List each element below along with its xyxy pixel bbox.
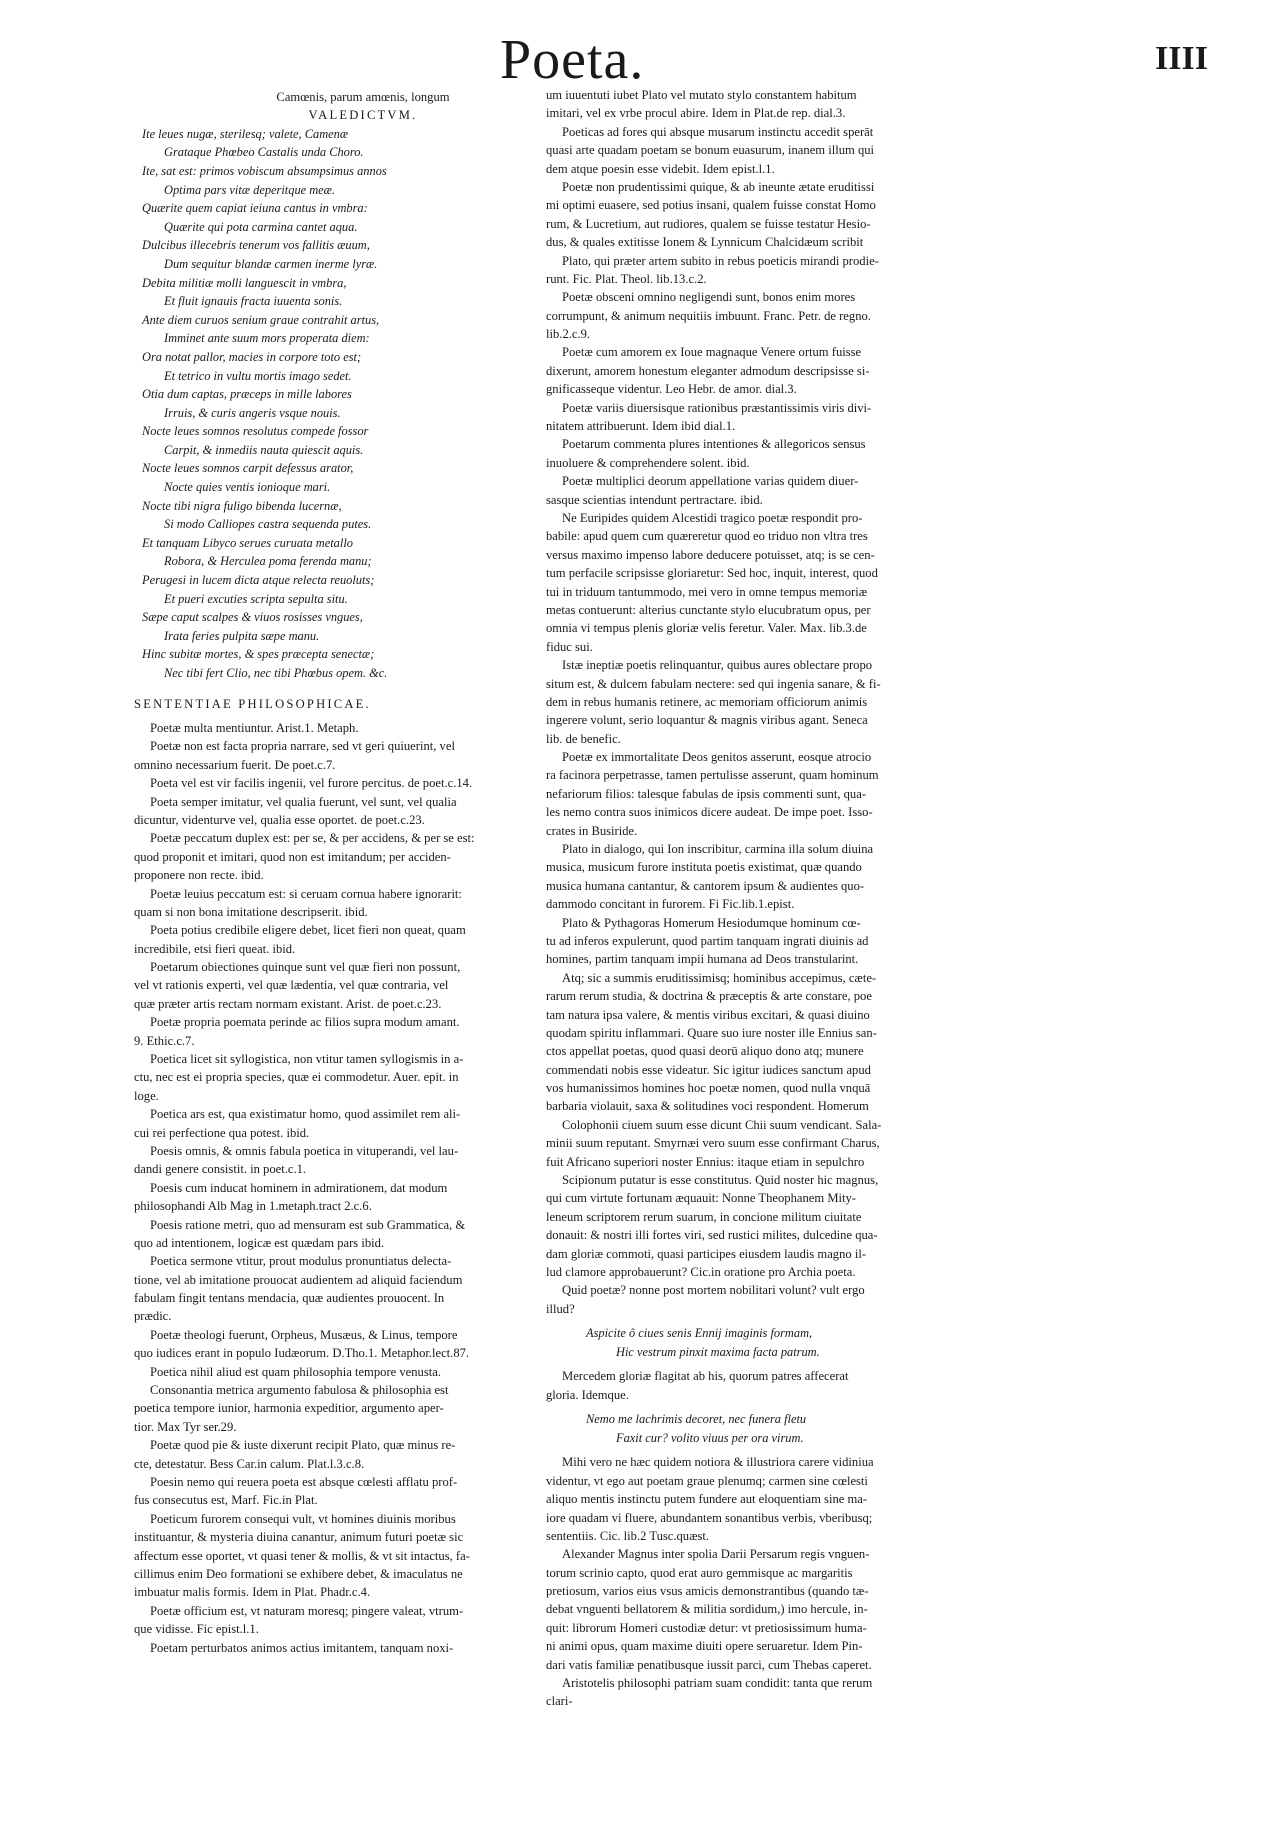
text-line: aliquo mentis instinctu putem fundere aut eloquentiam sine ma- (546, 1492, 868, 1507)
text-line: commendati nobis esse videatur. Sic igitur iudices sanctum apud (546, 1062, 871, 1077)
verse-line: Si modo Calliopes castra sequenda putes. (164, 517, 372, 532)
text-line: Poetæ quod pie & iuste dixerunt recipit Plato, quæ minus re- (150, 1438, 456, 1453)
text-line: Poetæ multiplici deorum appellatione varias quidem diuer- (562, 474, 859, 489)
text-line: situm est, & dulcem fabulam nectere: sed qui ingenia sanare, & fi- (546, 676, 881, 691)
text-line: qui cum virtute fortunam æquauit: Nonne Theophanem Mity- (546, 1191, 857, 1206)
text-line: metas contuerunt: alterius cunctante stylo elucubratum opus, per (546, 602, 871, 617)
text-line: ctos appellat poetas, quod quasi deorū aliquo dono atq; munere (546, 1044, 864, 1059)
text-line: Poetæ multa mentiuntur. Arist.1. Metaph. (150, 720, 359, 735)
page-title: Poeta. (500, 29, 645, 91)
text-line: tu ad inferos expulerunt, quod partim tanquam ingrati diuinis ad (546, 933, 869, 948)
text-line: les nemo contra suos inimicos dicere audeat. De impe poet. Isso- (546, 805, 873, 820)
text-line: lib.2.c.9. (546, 327, 591, 342)
text-line: Poetæ non prudentissimi quique, & ab ineunte ætate eruditissi (562, 179, 875, 194)
right-middle-text (546, 1367, 1034, 1404)
verse-line: Faxit cur? volito viuus per ora virum. (616, 1430, 804, 1445)
text-line: Consonantia metrica argumento fabulosa & philosophia est (150, 1383, 449, 1398)
text-line: fiduc sui. (546, 639, 593, 654)
text-line: Mercedem gloriæ flagitat ab his, quorum patres affecerat (562, 1369, 849, 1384)
text-line: Camœnis, parum amœnis, longum (276, 90, 450, 104)
text-line: Aristotelis philosophi patriam suam condidit: tanta que rerum (562, 1676, 873, 1691)
text-line: Poetæ propria poemata perinde ac filios supra modum amant. (150, 1015, 460, 1030)
text-line: sententiis. Cic. lib.2 Tusc.quæst. (546, 1528, 710, 1543)
text-line: proponere non recte. ibid. (134, 868, 264, 883)
verse-line: Et tanquam Libyco serues curuata metallo (142, 535, 353, 550)
text-line: crates in Busiride. (546, 823, 638, 838)
left-column (134, 88, 592, 1657)
verse-line: Aspicite ô ciues senis Ennij imaginis formam, (586, 1326, 813, 1341)
text-line: tum perfacile scripsisse gloriaretur: Sed hoc, inquit, interest, quod (546, 566, 878, 581)
verse-line: Imminet ante suum mors properata diem: (164, 331, 370, 346)
verse-line: Et tetrico in vultu mortis imago sedet. (164, 368, 352, 383)
text-line: quit: librorum Homeri custodiæ detur: vt pretiosissimum huma- (546, 1620, 867, 1635)
text-line: loge. (134, 1088, 159, 1103)
text-line: tam natura ipsa valere, & mentis viribus excitari, & quasi diuino (546, 1007, 870, 1022)
text-line: homines, partim tanquam impii humana ad Deos transtularint. (546, 952, 859, 967)
text-line: leneum scriptorem rerum suarum, in concione militum ciuitate (546, 1209, 862, 1224)
text-line: corrumpunt, & animum nequitiis imbuunt. Franc. Petr. de regno. (546, 308, 871, 323)
verse-line: Sæpe caput scalpes & viuos rosisses vngues, (142, 610, 363, 625)
sententiae-heading: SENTENTIAE PHILOSOPHICAE. (134, 696, 371, 711)
text-line: dem in rebus humanis retinere, ac memoriam officiorum animis (546, 694, 868, 709)
text-line: gloria. Idemque. (546, 1387, 629, 1402)
text-line: Poeta vel est vir facilis ingenii, vel furore percitus. de poet.c.14. (150, 776, 473, 791)
text-line: barbaria violauit, saxa & solitudines voci respondent. Homerum (546, 1099, 869, 1114)
text-line: Colophonii ciuem suum esse dicunt Chii suum vendicant. Sala- (562, 1117, 882, 1132)
text-line: fuit Africano superiori noster Ennius: itaque etiam in sepulchro (546, 1154, 865, 1169)
verse-line: Nocte tibi nigra fuligo bibenda lucernæ, (142, 498, 342, 513)
text-line: gnificasseque videntur. Leo Hebr. de amor. dial.3. (546, 382, 797, 397)
folio-number: IIII (1155, 40, 1208, 77)
verse-line: Carpit, & inmediis nauta quiescit aquis. (164, 442, 364, 457)
text-line: dari vatis familiæ penatibusque iussit parci, cum Thebas caperet. (546, 1657, 872, 1672)
text-line: debat vnguenti bellatorem & militia sordidum,) imo hercule, in- (546, 1602, 868, 1617)
verse-line: Debita militiæ molli languescit in vmbra, (142, 275, 347, 290)
text-line: dem atque poesin esse videbit. Idem epist.l.1. (546, 161, 775, 176)
text-line: lud clamore approbauerunt? Cic.in oratione pro Archia poeta. (546, 1265, 856, 1279)
verse-line: Optima pars vitæ deperitque meæ. (164, 182, 336, 197)
text-line: Mihi vero ne hæc quidem notiora & illustriora carere vidiniua (562, 1455, 874, 1470)
text-line: Poetæ theologi fuerunt, Orpheus, Musæus, & Linus, tempore (150, 1327, 458, 1342)
verse-block-ennius (546, 1324, 1034, 1361)
text-line: prædic. (134, 1309, 172, 1324)
verse-line: Hic vestrum pinxit maxima facta patrum. (616, 1344, 820, 1359)
text-line: lib. de benefic. (546, 731, 621, 746)
text-line: Poetæ cum amorem ex Ioue magnaque Venere ortum fuisse (562, 345, 862, 360)
text-line: affectum esse oportet, vt quasi tener & mollis, & vt sit intactus, fa- (134, 1548, 470, 1563)
text-line: Poesis omnis, & omnis fabula poetica in vituperandi, vel lau- (150, 1143, 459, 1158)
text-line: Atq; sic a summis eruditissimisq; hominibus accepimus, cæte- (562, 970, 877, 985)
verse-line: Hinc subitæ mortes, & spes præcepta senectæ; (142, 647, 375, 662)
text-line: quod proponit et imitari, quod non est imitandum; per acciden- (134, 849, 451, 864)
text-line: cillimus enim Deo formationi se exhibere debet, & imaculatus ne (134, 1566, 463, 1581)
verse-line: Otia dum captas, præceps in mille labores (142, 387, 352, 402)
text-line: Scipionum putatur is esse constitutus. Quid noster hic magnus, (562, 1173, 879, 1188)
text-line: ctu, nec est ei propria species, quæ ei commodetur. Auer. epit. in (134, 1070, 459, 1085)
text-line: ingerere volunt, serio loquantur & magnis viribus agant. Seneca (546, 713, 868, 728)
text-line: omnia vi tempus plenis gloriæ velis feretur. Valer. Max. lib.3.de (546, 621, 867, 636)
text-line: incredibile, etsi fieri queat. ibid. (134, 941, 296, 956)
verse-line: Ite, sat est: primos vobiscum absumpsimus annos (142, 163, 387, 178)
verse-line: Dum sequitur blandæ carmen inerme lyræ. (164, 256, 378, 271)
text-line: imbuatur malis formis. Idem in Plat. Phadr.c.4. (134, 1585, 371, 1600)
text-line: Poetæ leuius peccatum est: si ceruam cornua habere ignorarit: (150, 886, 462, 901)
verse-line: Robora, & Herculea poma ferenda manu; (164, 554, 372, 569)
verse-line: Nemo me lachrimis decoret, nec funera fletu (586, 1412, 807, 1427)
sententiae-text (134, 719, 592, 1657)
verse-line: Ante diem curuos senium graue contrahit artus, (142, 312, 380, 327)
text-line: Poetica nihil aliud est quam philosophia tempore venusta. (150, 1364, 441, 1379)
text-line: dam gloriæ commoti, quasi participes eiusdem laudis magno il- (546, 1246, 867, 1261)
text-line: 9. Ethic.c.7. (134, 1033, 195, 1048)
text-line: runt. Fic. Plat. Theol. lib.13.c.2. (546, 271, 707, 286)
text-line: dandi genere consistit. in poet.c.1. (134, 1162, 307, 1177)
text-line: Poetarum commenta plures intentiones & allegoricos sensus (562, 437, 866, 452)
text-line: iore quadam vi fluere, abundantem sonantibus verbis, vberibusq; (546, 1510, 873, 1525)
text-line: ra facinora perpetrasse, tamen pertulisse asserunt, quam hominum (546, 768, 879, 783)
text-line: Poetarum obiectiones quinque sunt vel quæ fieri non possunt, (150, 960, 461, 975)
text-line: vos humanissimos homines hoc poetæ nomen, quod nulla vnquā (546, 1081, 871, 1096)
text-line: Poetæ variis diuersisque rationibus præstantissimis viris divi- (562, 400, 872, 415)
verse-line: Et fluit ignauis fracta iuuenta sonis. (164, 294, 343, 309)
text-line: omnino necessarium fuerit. De poet.c.7. (134, 757, 336, 772)
text-line: Poeta semper imitatur, vel qualia fuerunt, vel sunt, vel qualia (150, 794, 457, 809)
text-line: donauit: & nostri illi fortes viri, sed rustici milites, dulcedine qua- (546, 1228, 878, 1243)
text-line: quo iudices erant in populo Iudæorum. D.Tho.1. Metaphor.lect.87. (134, 1346, 470, 1361)
text-line: videntur, vt ego aut poetam graue plenumq; carmen sine cœlesti (546, 1473, 868, 1488)
verse-line: Dulcibus illecebris tenerum vos fallitis æuum, (142, 238, 370, 253)
text-line: Poetam perturbatos animos actius imitantem, tanquam noxi- (150, 1640, 454, 1655)
text-line: Poetæ ex immortalitate Deos genitos asserunt, eosque atrocio (562, 750, 872, 765)
text-line: musica humana cantantur, & cantorem ipsum & audientes quo- (546, 878, 865, 893)
text-line: nitatem attribuerunt. Idem ibid dial.1. (546, 419, 736, 434)
text-line: dicuntur, videnturve vel, qualia esse oportet. de poet.c.23. (134, 812, 425, 827)
text-line: tione, vel ab imitatione prouocat audientem ad aliquid faciendum (134, 1272, 463, 1287)
text-line: cte, detestatur. Bess Car.in calum. Plat.l.3.c.8. (134, 1456, 365, 1471)
text-line: rarum rerum studia, & doctrina & præceptis & arte constare, poe (546, 989, 872, 1004)
text-line: dus, & quales extitisse Ionem & Lynnicum Chalcidæum scribit (546, 235, 864, 250)
text-line: quo ad intentionem, logicæ est quædam pars ibid. (134, 1235, 385, 1250)
text-line: minii suum reputant. Smyrnæi vero suum esse confirmant Charus, (546, 1136, 880, 1151)
text-line: Plato & Pythagoras Homerum Hesiodumque hominum cœ- (562, 915, 861, 930)
text-line: rum, & Lucretium, aut rudiores, qualem se fuisse testatur Hesio- (546, 216, 871, 231)
text-line: um iuuentuti iubet Plato vel mutato stylo constantem habitum (546, 88, 857, 102)
text-line: tior. Max Tyr ser.29. (134, 1419, 237, 1434)
verse-line: Nec tibi fert Clio, nec tibi Phœbus opem. &c. (164, 666, 388, 680)
right-column (546, 86, 1034, 1711)
text-line: Ne Euripides quidem Alcestidi tragico poetæ respondit pro- (562, 510, 863, 525)
text-line: instituantur, & mysteria diuina canantur, animum futuri poetæ sic (134, 1530, 464, 1545)
text-line: fabulam fingit tentans mendacia, quæ audientes prouocent. In (134, 1291, 445, 1306)
text-line: torum scrinio capto, quod erat auro gemmisque ac margaritis (546, 1565, 853, 1580)
text-line: clari- (546, 1694, 573, 1709)
text-line: pretiosum, varios eius vsus amicis demonstrantibus (quando tæ- (546, 1584, 869, 1599)
text-line: tui in triduum tantummodo, mei vero in omne tempus memoriæ (546, 584, 868, 599)
verse-line: Nocte quies ventis ionioque mari. (164, 480, 331, 495)
verse-line: Perugesi in lucem dicta atque relecta reuoluts; (142, 573, 375, 588)
verse-line: Quærite qui pota carmina cantet aqua. (164, 219, 358, 234)
text-line: Poetica sermone vtitur, prout modulus pronuntiatus delecta- (150, 1254, 452, 1269)
text-line: quasi arte quadam poetam se bonum euasurum, inanem illum qui (546, 143, 875, 158)
text-line: cui rei perfectione qua potest. ibid. (134, 1125, 310, 1140)
text-line: Poetæ peccatum duplex est: per se, & per accidens, & per se est: (150, 831, 475, 846)
text-line: que vidisse. Fic epist.l.1. (134, 1622, 259, 1637)
text-line: babile: apud quem cum quæreretur quod eo triduo non vltra tres (546, 529, 868, 544)
text-line: Istæ ineptiæ poetis relinquantur, quibus aures oblectare propo (562, 658, 873, 673)
text-line: inuoluere & comprehendere solent. ibid. (546, 455, 750, 470)
right-text (546, 86, 1034, 1318)
text-line: Poetica ars est, qua existimatur homo, quod assimilet rem ali- (150, 1107, 461, 1122)
opening-lines (134, 88, 592, 106)
text-line: vel vt rationis experti, vel quæ lædentia, vel quæ contraria, vel (134, 978, 449, 993)
text-line: quodam spiritu inflammari. Quare suo iure noster ille Ennius san- (546, 1025, 877, 1040)
text-line: ni animi opus, quam maxime diuiti opere seruaretur. Idem Pin- (546, 1639, 863, 1654)
text-line: Poesin nemo qui reuera poeta est absque cœlesti afflatu prof- (150, 1475, 458, 1489)
text-line: quam si non bona imitatione descripserit. ibid. (134, 904, 368, 919)
verse-line: Irata feries pulpita sæpe manu. (164, 628, 320, 643)
text-line: Poesis ratione metri, quo ad mensuram est sub Grammatica, & (150, 1217, 466, 1232)
text-line: philosophandi Alb Mag in 1.metaph.tract 2.c.6. (134, 1199, 372, 1214)
text-line: versus maximo impenso labore deducere potuisset, atq; is se cen- (546, 547, 875, 562)
text-line: nefariorum filios: talesque fabulas de ipsis commenti sunt, qua- (546, 786, 867, 801)
text-line: Poetæ officium est, vt naturam moresq; pingere valeat, vtrum- (150, 1603, 464, 1618)
text-line: fus consecutus est, Marf. Fic.in Plat. (134, 1493, 318, 1508)
text-line: Poeticum furorem consequi vult, vt homines diuinis moribus (150, 1511, 456, 1526)
text-line: Plato in dialogo, qui Ion inscribitur, carmina illa solum diuina (562, 842, 874, 857)
text-line: quæ præter artis rectam normam existant. Arist. de poet.c.23. (134, 996, 442, 1011)
text-line: dammodo concitant in furorem. Fi Fic.lib.1.epist. (546, 897, 795, 912)
text-line: Quid poetæ? nonne post mortem nobilitari volunt? vult ergo (562, 1283, 865, 1298)
valedictum-verses (134, 125, 592, 683)
text-line: illud? (546, 1301, 575, 1316)
verse-line: Et pueri excuties scripta sepulta situ. (164, 591, 348, 606)
text-line: dixerunt, amorem honestum eleganter admodum descripsisse si- (546, 363, 870, 378)
text-line: Poetica licet sit syllogistica, non vtitur tamen syllogismis in a- (150, 1052, 464, 1067)
verse-line: Quærite quem capiat ieiuna cantus in vmbra: (142, 201, 368, 216)
text-line: poetica tempore iunior, harmonia expeditior, argumento aper- (134, 1401, 444, 1416)
text-line: Poeticas ad fores qui absque musarum instinctu accedit sperāt (562, 124, 874, 139)
right-closing-text (546, 1453, 1034, 1710)
text-line: Plato, qui præter artem subito in rebus poeticis mirandi prodie- (562, 253, 879, 268)
text-line: Poesis cum inducat hominem in admirationem, dat modum (150, 1180, 448, 1195)
verse-line: Nocte leues somnos carpit defessus arator, (142, 461, 354, 476)
text-line: Poetæ non est facta propria narrare, sed vt geri quiuerint, vel (150, 739, 455, 754)
verse-block-nemo (546, 1410, 1034, 1447)
valedictum-heading: VALEDICTVM. (308, 108, 418, 123)
text-line: imitari, vel ex vrbe procul abire. Idem in Plat.de rep. dial.3. (546, 106, 846, 121)
verse-line: Ite leues nugæ, sterilesq; valete, Camenæ (142, 126, 349, 141)
text-line: Alexander Magnus inter spolia Darii Persarum regis vnguen- (562, 1547, 870, 1562)
verse-line: Grataque Phœbeo Castalis unda Choro. (164, 145, 364, 160)
verse-line: Nocte leues somnos resolutus compede fossor (142, 424, 369, 439)
text-line: musica, musicum furore instituta poetis existimat, quæ quando (546, 860, 862, 875)
text-line: Poetæ obsceni omnino negligendi sunt, bonos enim mores (562, 290, 856, 305)
text-line: Poeta potius credibile eligere debet, licet fieri non queat, quam (150, 923, 466, 938)
verse-line: Ora notat pallor, macies in corpore toto est; (142, 349, 362, 364)
verse-line: Irruis, & curis angeris vsque nouis. (164, 405, 341, 420)
text-line: mi optimi euasere, sed potius insani, qualem fuisse constat Homo (546, 198, 876, 213)
text-line: sasque scientias intendunt pertractare. ibid. (546, 492, 763, 507)
